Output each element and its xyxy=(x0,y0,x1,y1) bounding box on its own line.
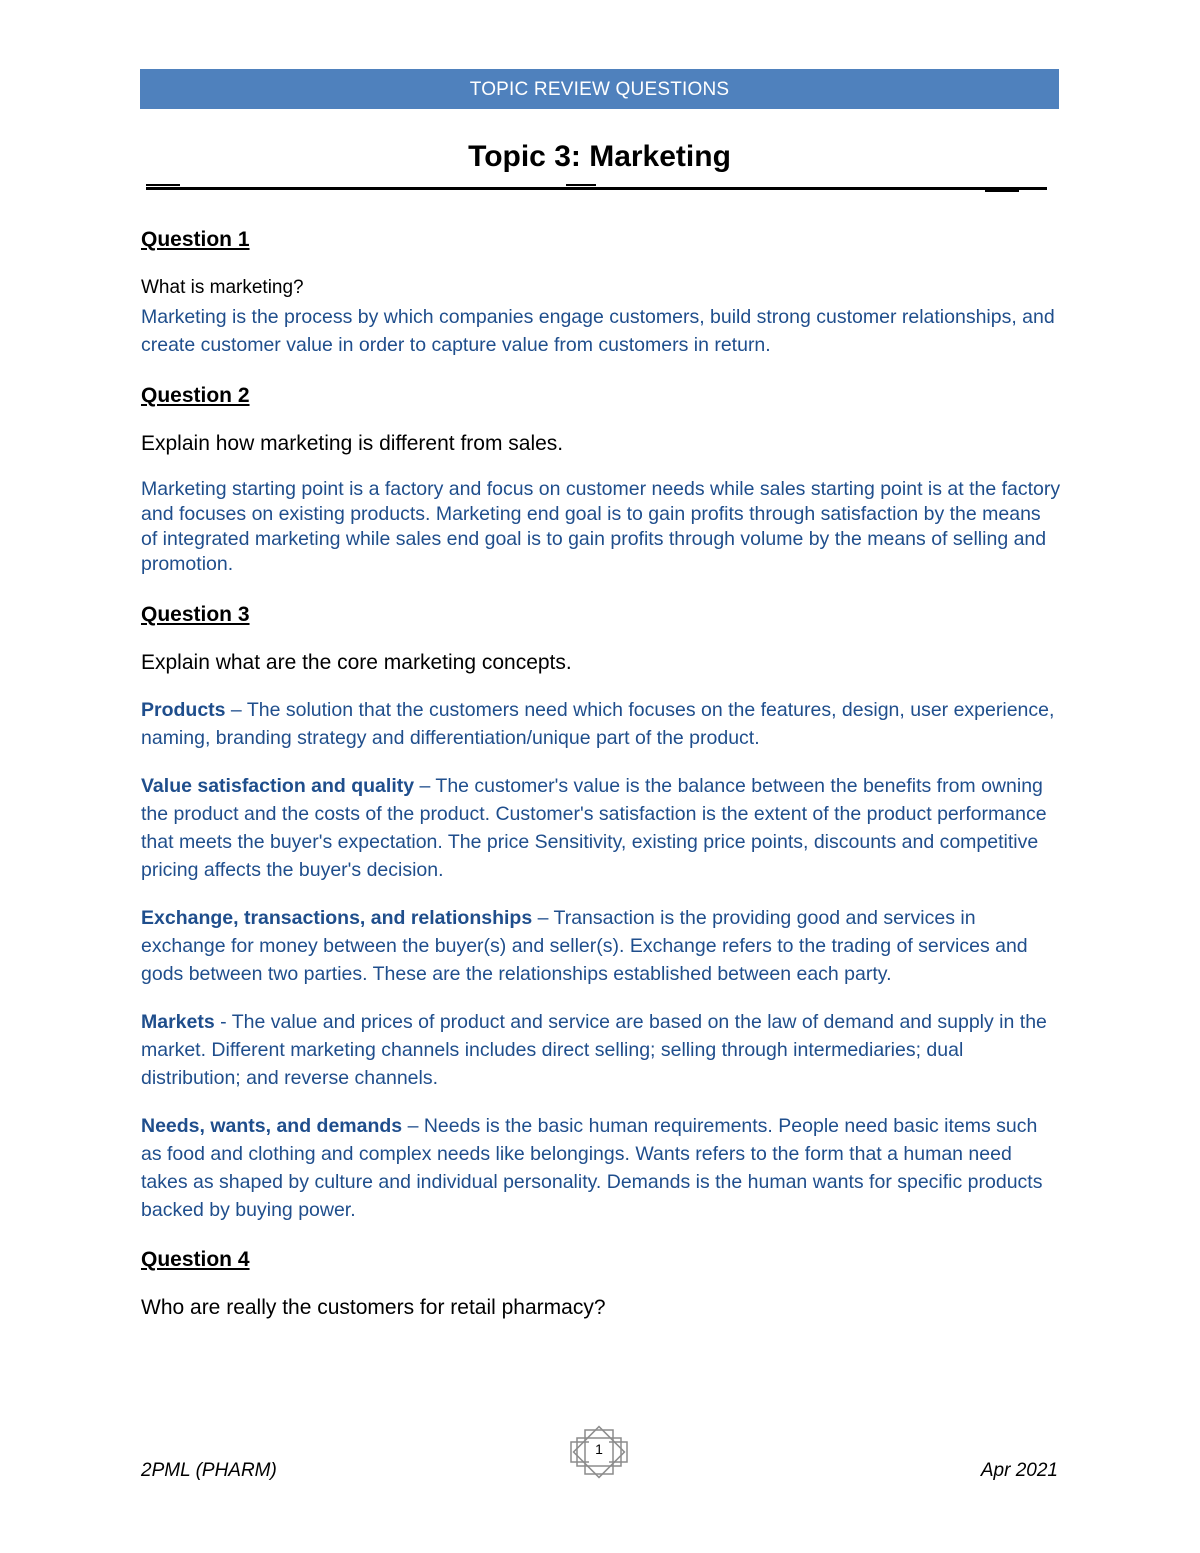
concept-text: Transaction is the providing good and services in exchange for money between the buyer(s) and seller(s). Exchange refers to the trading of services and gods between two parties. These are the relationships established between each party. xyxy=(141,907,1028,985)
concept-products: Products – The solution that the customers need which focuses on the features, design, user experience, naming, branding strategy and differentiation/unique part of the product. xyxy=(141,699,1055,749)
page-number-badge xyxy=(567,1424,631,1480)
question-4-text: Who are really the customers for retail pharmacy? xyxy=(141,1296,606,1319)
concept-term: Products xyxy=(141,699,226,721)
concept-text: The customer's value is the balance between the benefits from owning the product and the costs of the product. Customer's satisfaction is the extent of the product performance that meets the buyer's expectation. The price Sensitivity, existing price points, discounts and competitive pricing affects the buyer's decision. xyxy=(141,775,1047,881)
question-1-answer: Marketing is the process by which companies engage customers, build strong customer relationships, and create customer value in order to capture value from customers in return. xyxy=(141,306,1055,356)
concept-value-satisfaction: Value satisfaction and quality – The customer's value is the balance between the benefits from owning the product and the costs of the product. Customer's satisfaction is the extent of the product performance that meets the buyer's expectation. The price Sensitivity, existing price points, discounts and competitive pricing affects the buyer's decision. xyxy=(141,775,1047,881)
question-2-heading: Question 2 xyxy=(141,384,250,407)
question-4-heading: Question 4 xyxy=(141,1248,250,1271)
footer-date: Apr 2021 xyxy=(980,1460,1058,1481)
question-3-heading: Question 3 xyxy=(141,603,250,626)
concept-text: The solution that the customers need which focuses on the features, design, user experience, naming, branding strategy and differentiation/unique part of the product. xyxy=(141,699,1055,749)
footer-course-code: 2PML (PHARM) xyxy=(141,1460,277,1481)
concept-term: Value satisfaction and quality xyxy=(141,775,415,797)
concept-markets: Markets - The value and prices of product and service are based on the law of demand and supply in the market. Different marketing channels includes direct selling; selling through intermediaries; dual distribution; and reverse channels. xyxy=(141,1011,1047,1089)
concept-needs-wants: Needs, wants, and demands – Needs is the basic human requirements. People need basic items such as food and clothing and complex needs like belongings. Wants refers to the form that a human need takes as shaped by culture and individual personality. Demands is the human wants for specific products backed by buying power. xyxy=(141,1115,1043,1221)
divider-tick xyxy=(566,184,596,186)
topic-banner: TOPIC REVIEW QUESTIONS xyxy=(140,69,1059,109)
concept-term: Markets xyxy=(141,1011,215,1033)
page-title: Topic 3: Marketing xyxy=(468,140,731,173)
question-3-text: Explain what are the core marketing concepts. xyxy=(141,651,572,674)
concept-text: Needs is the basic human requirements. People need basic items such as food and clothing and complex needs like belongings. Wants refers to the form that a human need takes as shaped by culture and individual personality. Demands is the human wants for specific products backed by buying power. xyxy=(141,1115,1043,1221)
question-2-answer: Marketing starting point is a factory and focus on customer needs while sales starting point is at the factory and focuses on existing products. Marketing end goal is to gain profits through satisfaction by the means of integrated marketing while sales end goal is to gain profits through volume by the means of selling and promotion. xyxy=(141,478,1061,575)
concept-exchange: Exchange, transactions, and relationships – Transaction is the providing good and services in exchange for money between the buyer(s) and seller(s). Exchange refers to the trading of services and gods between two parties. These are the relationships established between each party. xyxy=(141,907,1028,985)
concept-term: Exchange, transactions, and relationships xyxy=(141,907,533,929)
question-1-heading: Question 1 xyxy=(141,228,250,251)
questions-body xyxy=(141,228,1061,1323)
concept-text: The value and prices of product and service are based on the law of demand and supply in the market. Different marketing channels includes direct selling; selling through intermediaries; dual distribution; and reverse channels. xyxy=(141,1011,1047,1089)
question-2-text: Explain how marketing is different from sales. xyxy=(141,432,564,455)
divider-tick xyxy=(146,184,180,186)
question-1-text: What is marketing? xyxy=(141,277,304,298)
divider-tick xyxy=(985,190,1019,192)
page-number: 1 xyxy=(595,1441,603,1457)
title-divider xyxy=(146,187,1047,190)
concept-term: Needs, wants, and demands xyxy=(141,1115,403,1137)
